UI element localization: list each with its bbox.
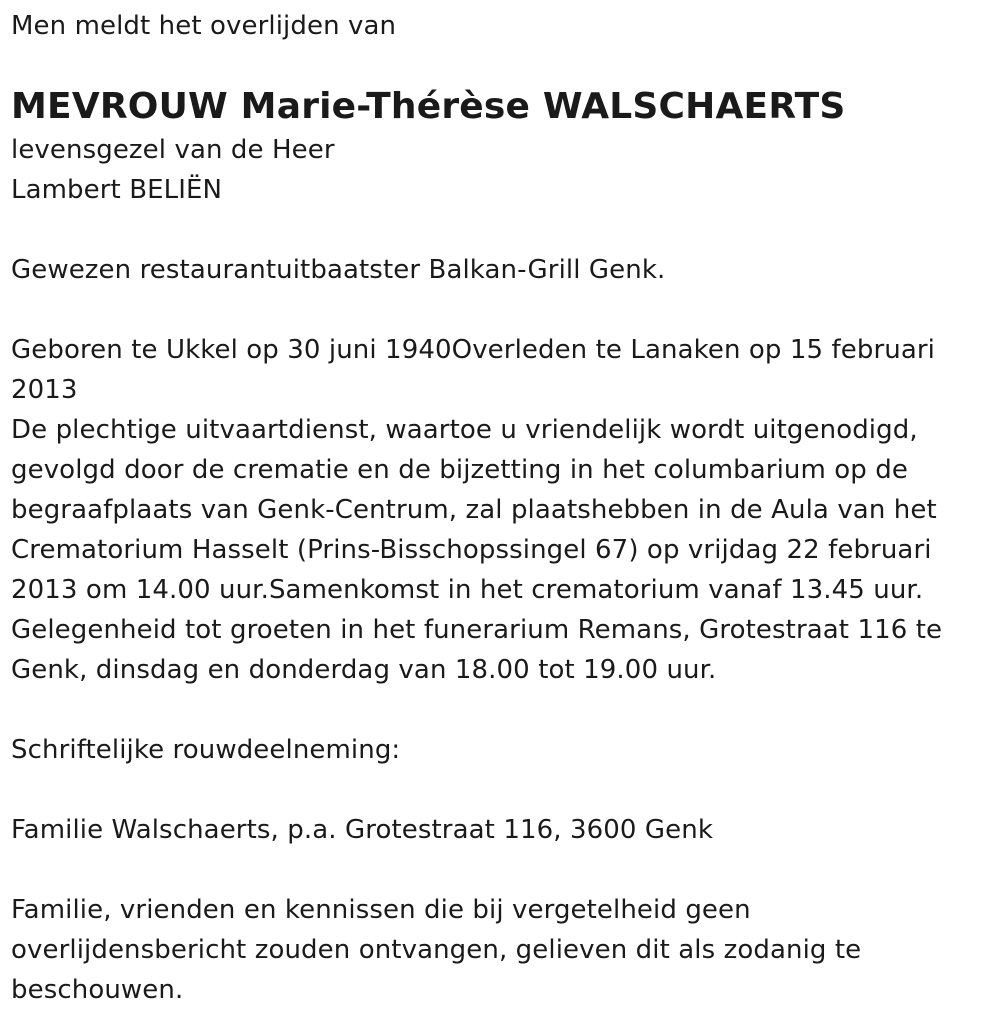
ceremony-line: De plechtige uitvaartdienst, waartoe u vriendelijk wordt uitgenodigd, <box>11 415 918 445</box>
intro-text: Men meldt het overlijden van <box>11 11 397 41</box>
ceremony-line: Genk, dinsdag en donderdag van 18.00 tot 19.00 uur. <box>11 655 717 685</box>
spacer <box>11 850 986 890</box>
closing-line: Familie, vrienden en kennissen die bij vergetelheid geen <box>11 895 751 925</box>
spacer <box>11 770 986 810</box>
closing-line: overlijdensbericht zouden ontvangen, gelieven dit als zodanig te <box>11 935 862 965</box>
condolence-heading: Schriftelijke rouwdeelneming: <box>11 735 401 765</box>
born-died-line: 2013 <box>11 375 78 405</box>
born-died-line: Geboren te Ukkel op 30 juni 1940Overleden te Lanaken op 15 februari <box>11 335 935 365</box>
occupation-text: Gewezen restaurantuitbaatster Balkan-Grill Genk. <box>11 255 666 285</box>
spacer <box>11 290 986 330</box>
partner-line-2: Lambert BELIËN <box>11 175 223 205</box>
condolence-address: Familie Walschaerts, p.a. Grotestraat 116, 3600 Genk <box>11 815 713 845</box>
spacer <box>11 690 986 730</box>
ceremony-line: Crematorium Hasselt (Prins-Bisschopssingel 67) op vrijdag 22 februari <box>11 535 932 565</box>
ceremony-line: begraafplaats van Genk-Centrum, zal plaatshebben in de Aula van het <box>11 495 937 525</box>
death-notice <box>11 0 986 1010</box>
deceased-name: MEVROUW Marie-Thérèse WALSCHAERTS <box>11 86 846 127</box>
spacer <box>11 210 986 250</box>
ceremony-line: 2013 om 14.00 uur.Samenkomst in het crematorium vanaf 13.45 uur. <box>11 575 924 605</box>
ceremony-line: Gelegenheid tot groeten in het funerarium Remans, Grotestraat 116 te <box>11 615 943 645</box>
partner-line-1: levensgezel van de Heer <box>11 135 335 165</box>
ceremony-line: gevolgd door de crematie en de bijzetting in het columbarium op de <box>11 455 908 485</box>
closing-line: beschouwen. <box>11 975 184 1005</box>
